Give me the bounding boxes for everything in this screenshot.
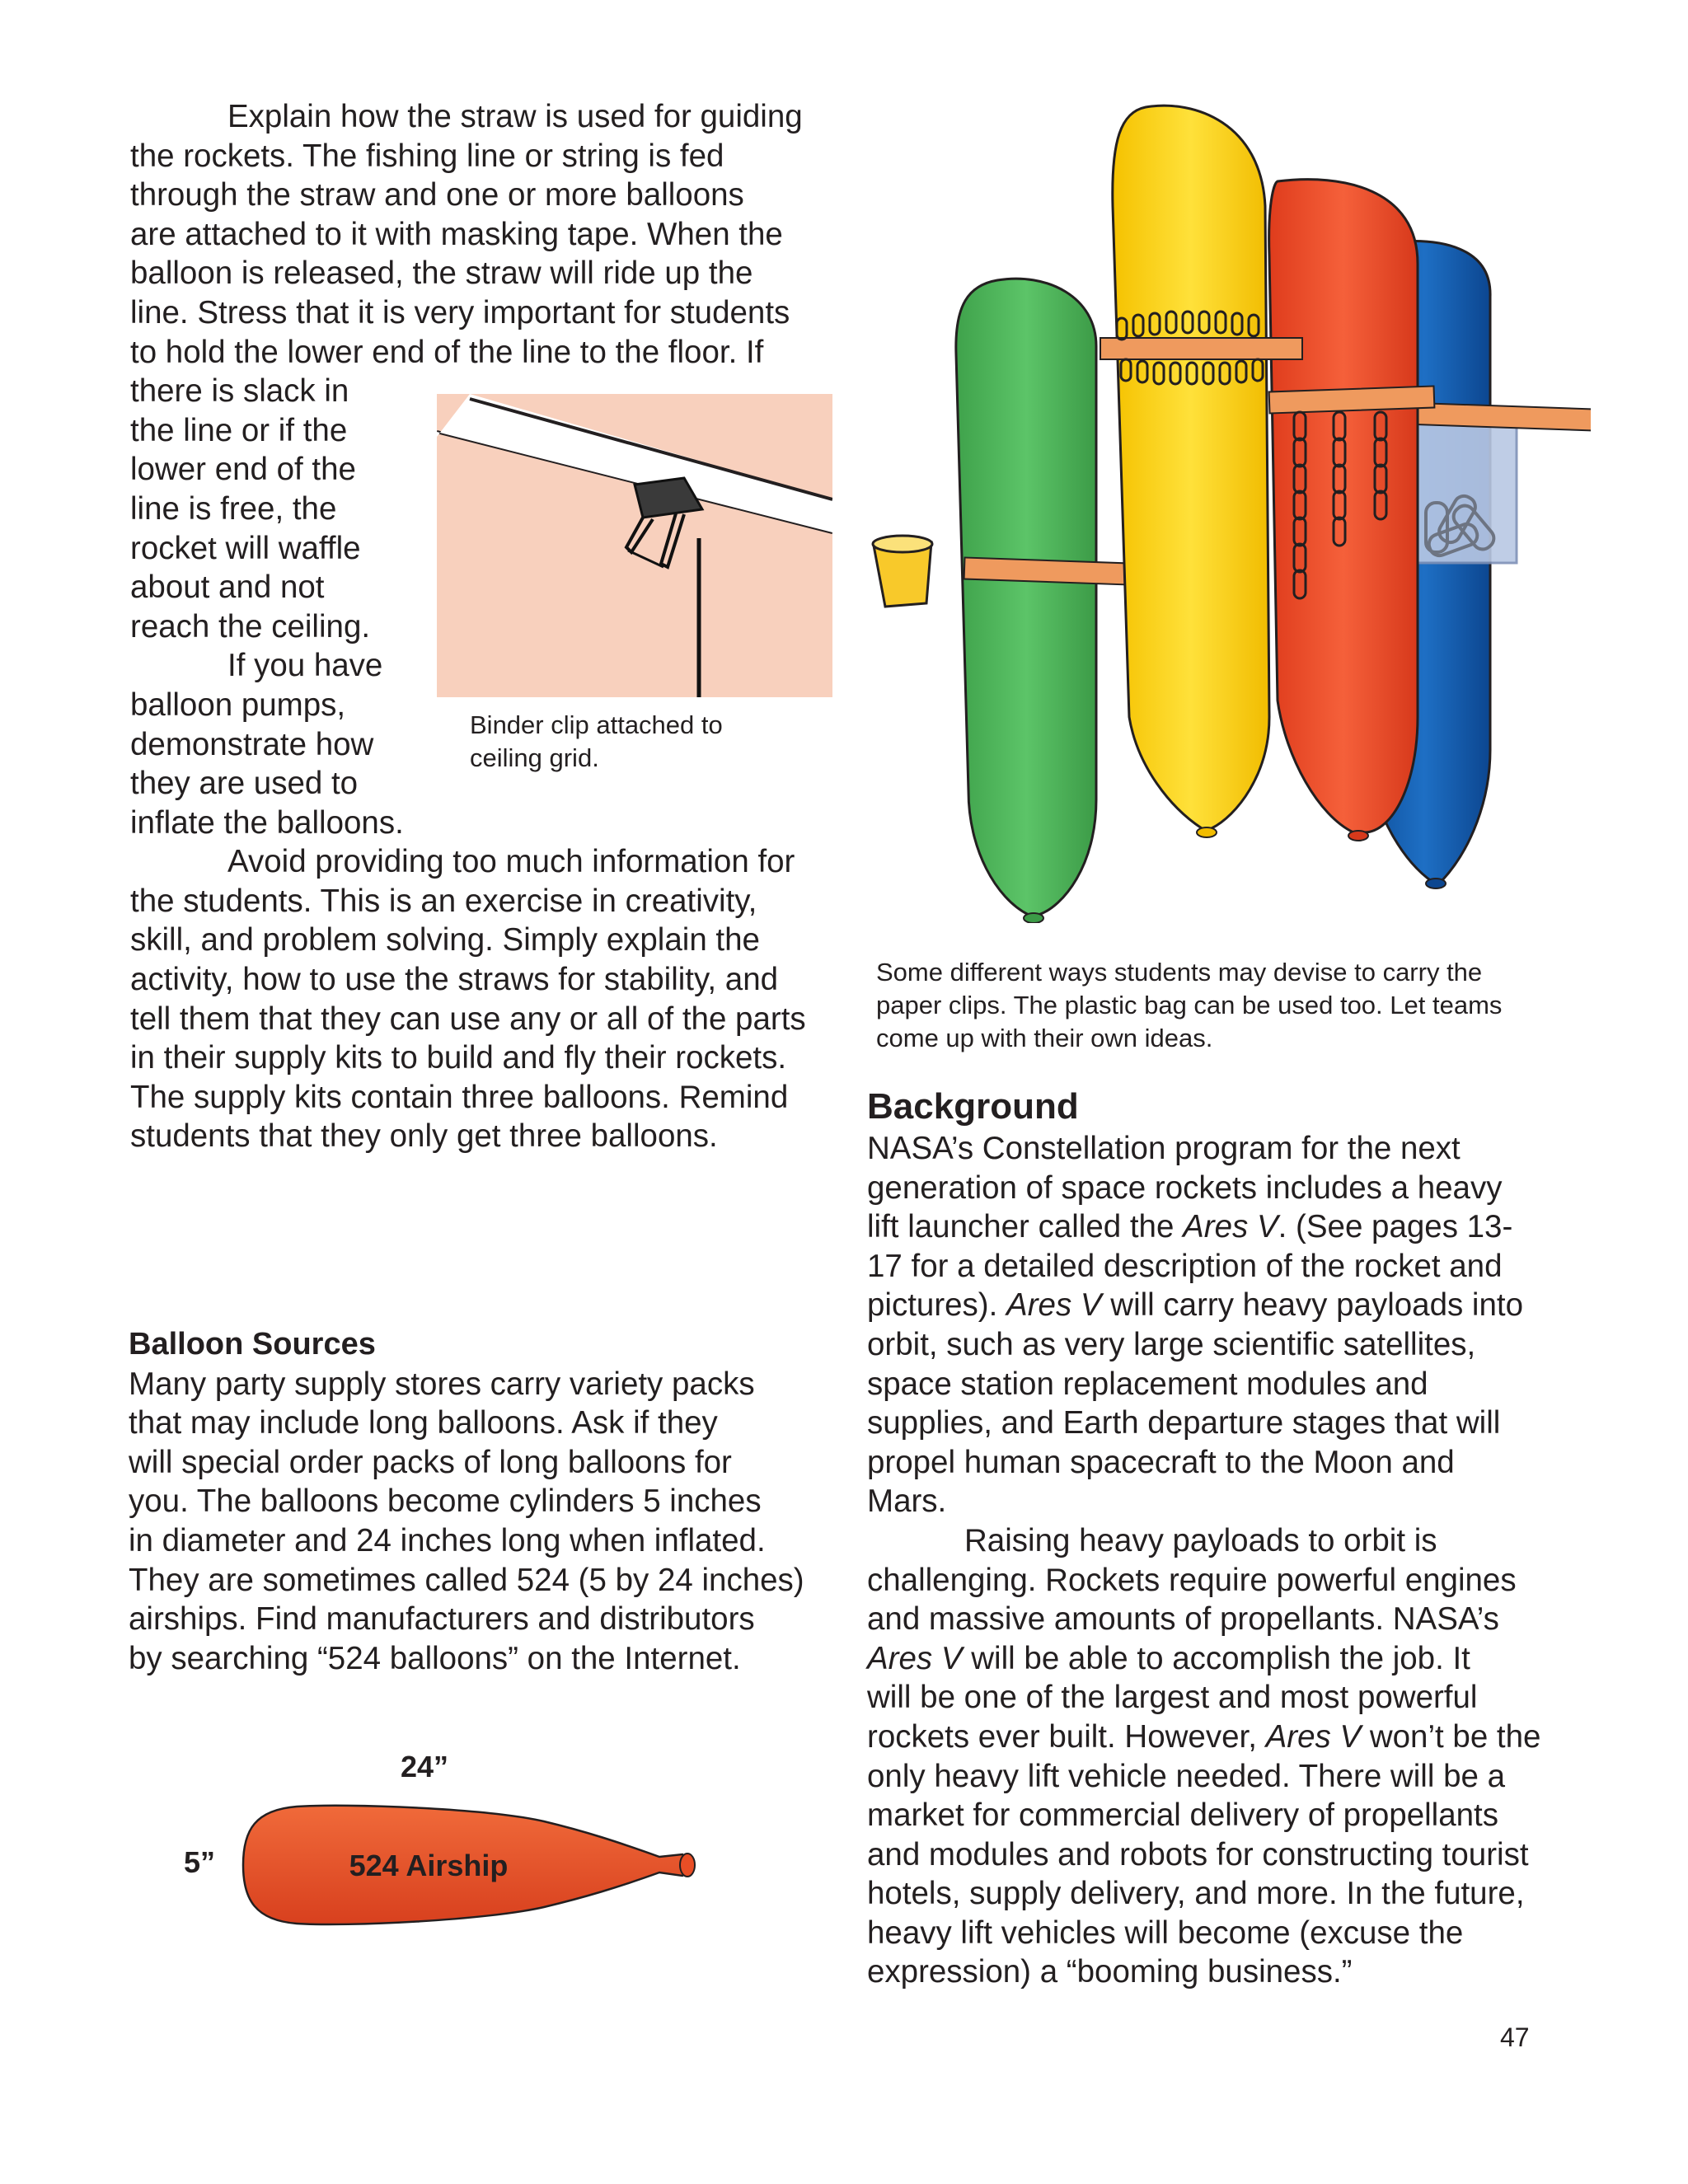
text-line: Mars. <box>867 1483 947 1520</box>
airship-nozzle <box>680 1854 695 1877</box>
text-line: the students. This is an exercise in creativity, <box>130 883 757 919</box>
text-line: challenging. Rockets require powerful engines <box>867 1562 1517 1598</box>
clip-caption <box>470 709 816 775</box>
text-line: the rockets. The fishing line or string is fed <box>130 138 724 174</box>
text-line: Explain how the straw is used for guiding <box>227 99 803 134</box>
text-line: in their supply kits to build and fly their rockets. <box>130 1040 787 1076</box>
caption-line: Some different ways students may devise to carry the <box>876 958 1483 987</box>
text-line: pictures). Ares V will carry heavy payloads into <box>867 1287 1524 1324</box>
length-label: 24” <box>400 1750 449 1783</box>
text-line: supplies, and Earth departure stages that will <box>867 1405 1501 1441</box>
cup-icon <box>873 536 932 607</box>
text-line: line is free, the <box>130 490 337 527</box>
caption-line: come up with their own ideas. <box>876 1024 1213 1052</box>
section-heading: Balloon Sources <box>129 1327 376 1361</box>
text-line: 17 for a detailed description of the rocket and <box>867 1248 1503 1284</box>
caption-line: Binder clip attached to <box>470 710 723 739</box>
diameter-label: 5” <box>183 1845 216 1879</box>
text-line: lift launcher called the Ares V. (See pages 13- <box>867 1209 1513 1245</box>
masking-tape <box>964 558 1130 585</box>
text-line: hotels, supply delivery, and more. In the future, <box>867 1876 1525 1912</box>
text-line: and modules and robots for constructing tourist <box>867 1836 1529 1872</box>
green-balloon <box>873 279 1129 923</box>
text-line: demonstrate how <box>130 726 374 762</box>
airship-diagram <box>157 1739 717 1945</box>
text-line: rockets ever built. However, Ares V won’t be the <box>867 1718 1541 1755</box>
text-line: market for commercial delivery of propellants <box>867 1797 1498 1834</box>
text-line: rocket will waffle <box>130 530 361 566</box>
text-line: they are used to <box>130 766 359 802</box>
text-line: tell them that they can use any or all of the parts <box>130 1001 806 1037</box>
text-line: to hold the lower end of the line to the floor. If <box>130 334 764 370</box>
text-line: about and not <box>130 569 325 606</box>
text-line: propel human spacecraft to the Moon and <box>867 1444 1455 1480</box>
text-line: skill, and problem solving. Simply explain the <box>130 922 760 958</box>
text-line: Many party supply stores carry variety packs <box>129 1366 755 1402</box>
text-line: expression) a “booming business.” <box>867 1954 1353 1990</box>
text-line: through the straw and one or more balloons <box>130 177 744 213</box>
balloon-sources-section <box>129 1325 854 1678</box>
text-line: heavy lift vehicles will become (excuse the <box>867 1915 1464 1951</box>
red-balloon <box>1269 180 1435 841</box>
text-line: Raising heavy payloads to orbit is <box>964 1522 1437 1558</box>
masking-tape <box>1100 338 1302 359</box>
text-line: balloon is released, the straw will ride up the <box>130 255 753 292</box>
text-line: in diameter and 24 inches long when inflated. <box>129 1522 766 1558</box>
text-line: If you have <box>227 648 383 684</box>
balloon-rockets-illustration <box>849 91 1591 923</box>
text-line: orbit, such as very large scientific satellites, <box>867 1326 1476 1362</box>
text-line: The supply kits contain three balloons. Remind <box>130 1079 789 1115</box>
text-line: and massive amounts of propellants. NASA’s <box>867 1601 1499 1638</box>
text-line: Ares V will be able to accomplish the job. It <box>867 1640 1470 1676</box>
text-line: They are sometimes called 524 (5 by 24 inches) <box>129 1562 804 1598</box>
text-line: students that they only get three balloons. <box>130 1118 718 1155</box>
text-line: space station replacement modules and <box>867 1366 1428 1402</box>
caption-line: paper clips. The plastic bag can be used too. Let teams <box>876 991 1503 1019</box>
text-line: lower end of the <box>130 452 356 488</box>
balloons-caption <box>876 956 1618 1055</box>
text-line: reach the ceiling. <box>130 608 371 644</box>
text-line: will be one of the largest and most powerful <box>867 1680 1478 1716</box>
text-line: only heavy lift vehicle needed. There will be a <box>867 1758 1506 1794</box>
page-number: 47 <box>1500 2022 1530 2052</box>
text-line: you. The balloons become cylinders 5 inches <box>129 1483 762 1520</box>
text-line: NASA’s Constellation program for the next <box>867 1131 1461 1166</box>
background-section <box>867 1085 1609 1992</box>
text-line: by searching “524 balloons” on the Internet. <box>129 1640 741 1676</box>
masking-tape <box>1269 387 1435 414</box>
text-line: inflate the balloons. <box>130 804 404 841</box>
caption-line: ceiling grid. <box>470 743 599 772</box>
text-line: airships. Find manufacturers and distributors <box>129 1601 755 1638</box>
text-line: the line or if the <box>130 412 348 448</box>
text-line: will special order packs of long balloons for <box>129 1444 732 1480</box>
text-line: are attached to it with masking tape. When the <box>130 216 783 252</box>
text-line: balloon pumps, <box>130 687 346 723</box>
text-line: line. Stress that it is very important for students <box>130 294 790 330</box>
text-line: activity, how to use the straws for stability, and <box>130 962 779 998</box>
text-line: there is slack in <box>130 373 349 410</box>
text-line: that may include long balloons. Ask if they <box>129 1405 718 1441</box>
text-line: Avoid providing too much information for <box>227 844 795 880</box>
airship-name: 524 Airship <box>349 1849 509 1882</box>
text-line: generation of space rockets includes a heavy <box>867 1169 1503 1206</box>
section-heading: Background <box>867 1086 1079 1127</box>
binder-clip-illustration <box>437 394 832 697</box>
